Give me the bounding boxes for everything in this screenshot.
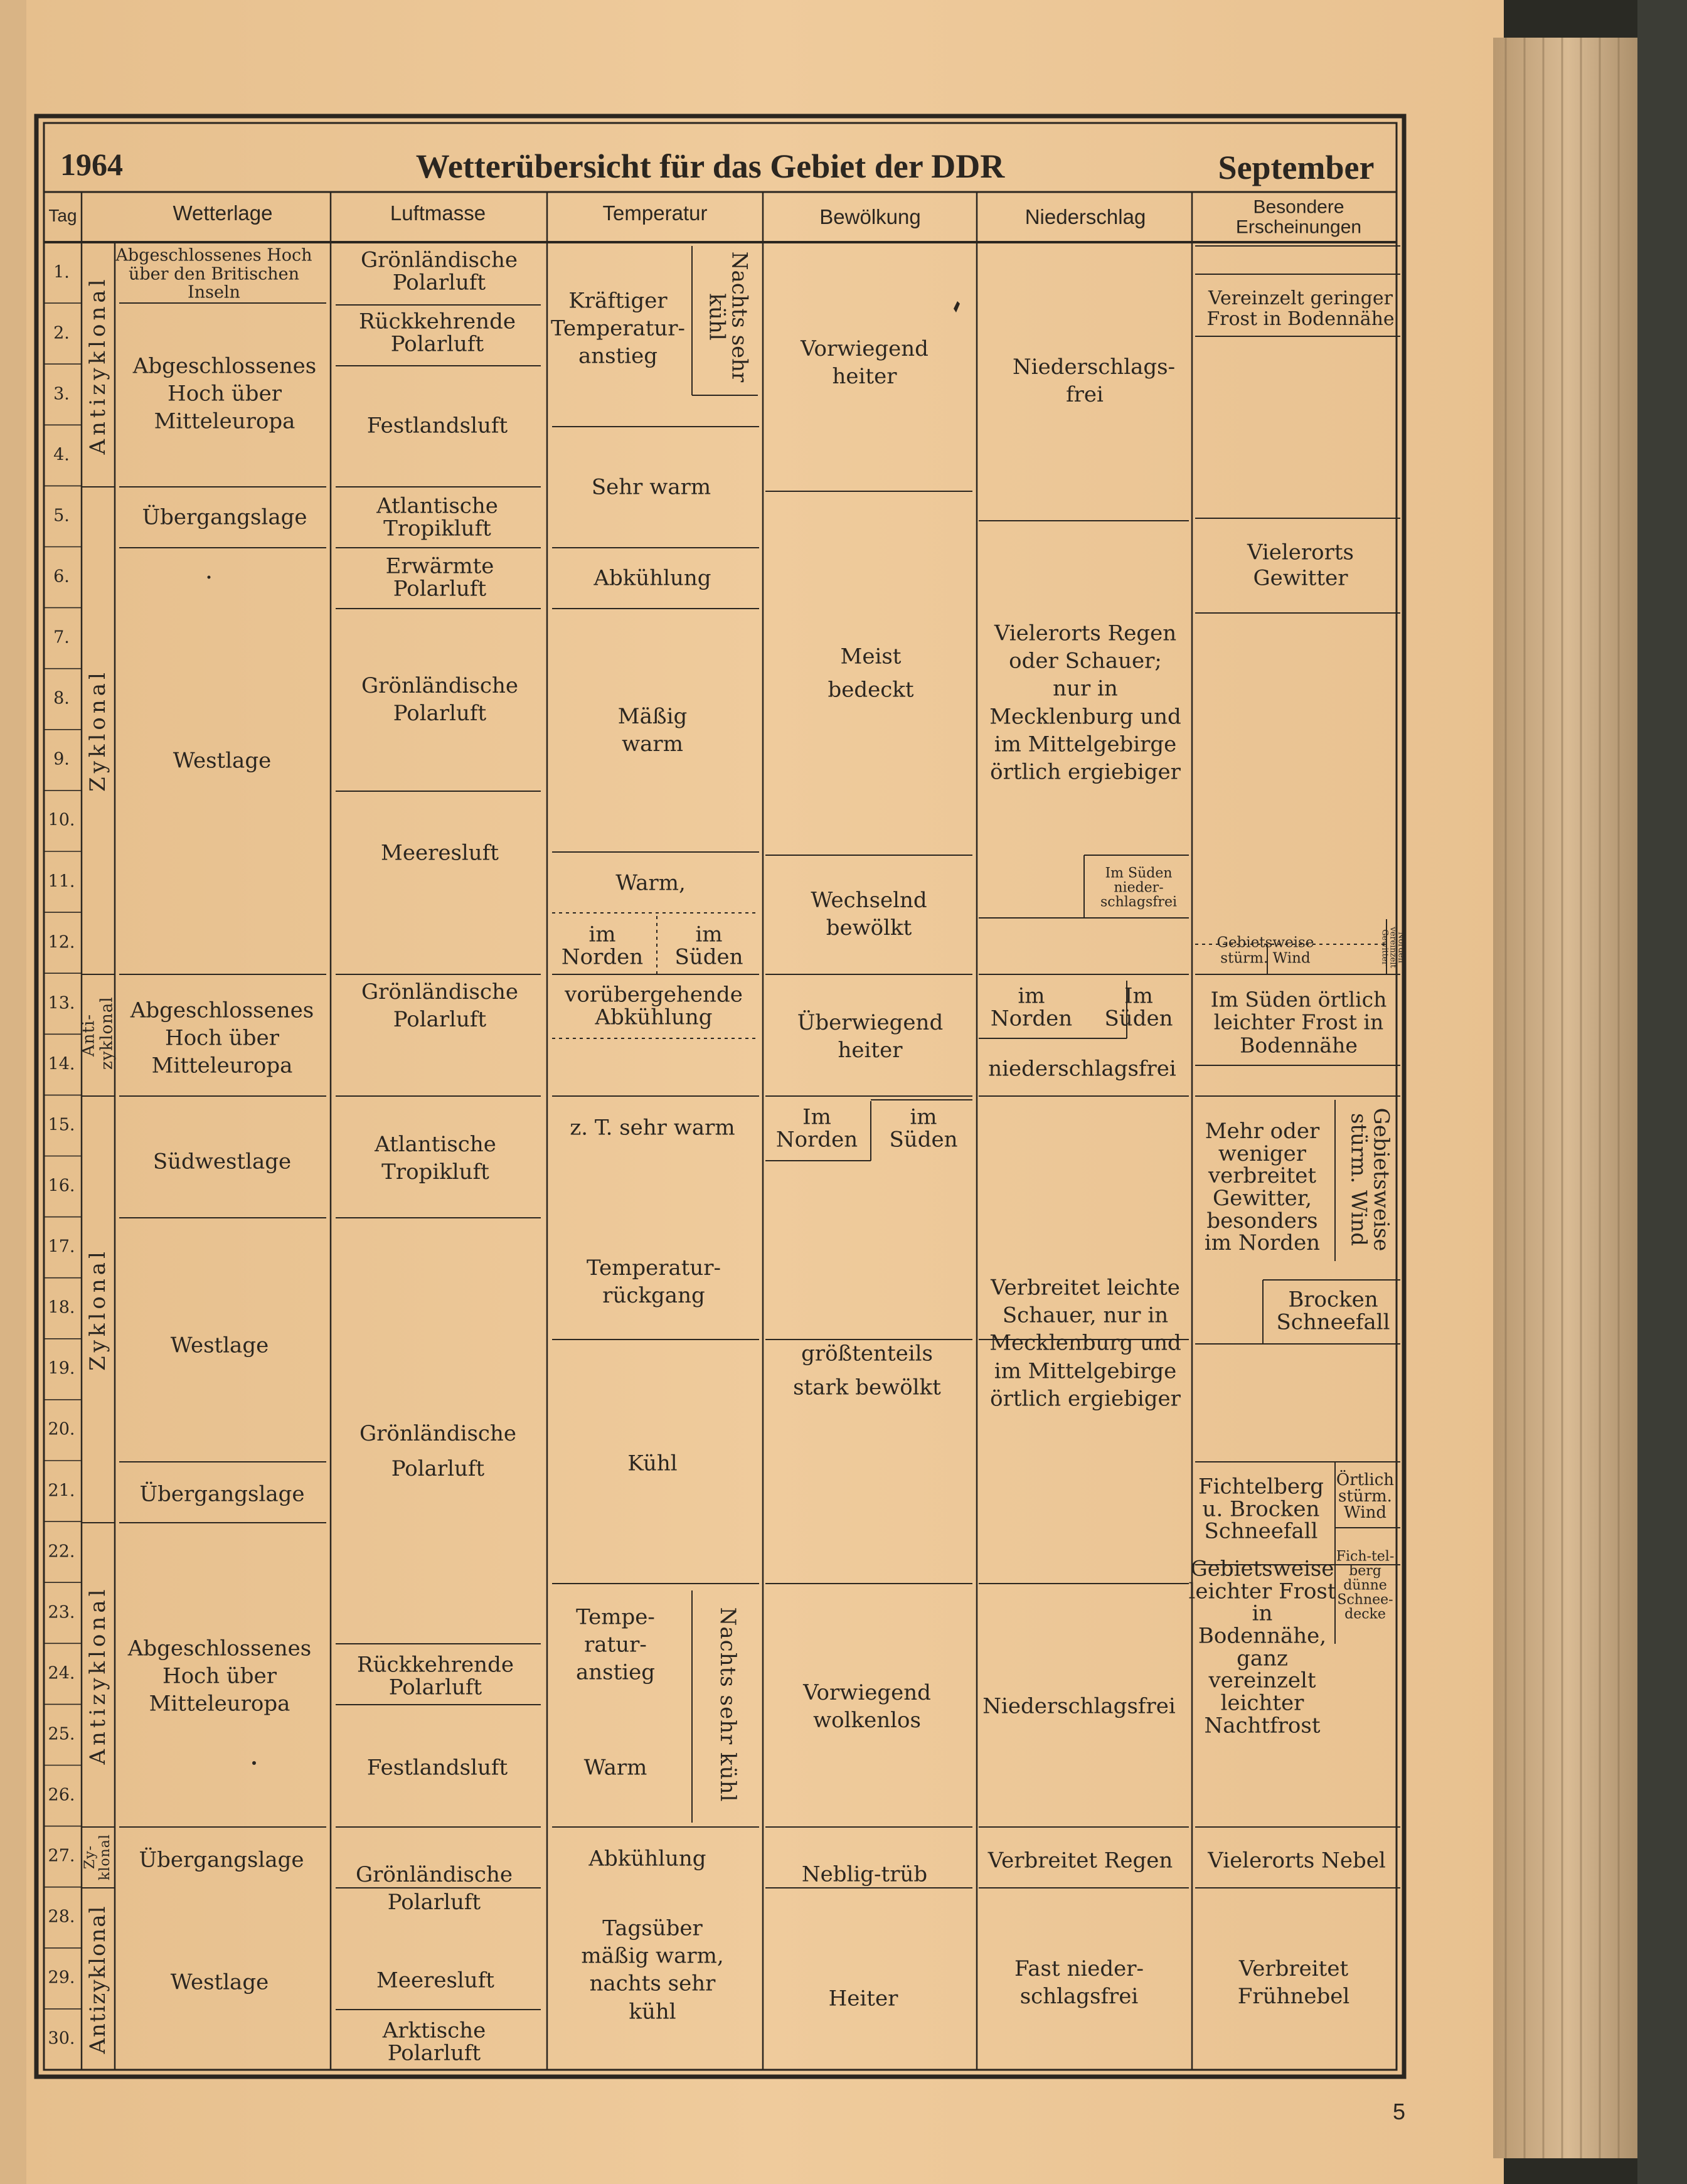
niederschlag-item: Im Süden bbox=[1104, 983, 1173, 1031]
luftmasse-item: Festlandsluft bbox=[366, 413, 508, 439]
besondere-item: Vielerorts Nebel bbox=[1208, 1848, 1386, 1873]
circulation-zyklonal-2: Zyklonal bbox=[85, 1248, 110, 1371]
niederschlag-item: Verbreitet Regen bbox=[987, 1848, 1173, 1873]
wetterlage-item: Übergangslage bbox=[139, 1481, 305, 1507]
day-number: 13. bbox=[48, 993, 75, 1013]
besondere-item: Vielerorts Gewitter bbox=[1247, 540, 1354, 591]
circulation-zyklonal-1: Zyklonal bbox=[85, 669, 110, 792]
temperatur-item: Abkühlung bbox=[593, 565, 711, 591]
besondere-item: Gebietsweise stürm. Wind bbox=[1216, 934, 1314, 967]
bewoelkung-item: Überwiegend heiter bbox=[797, 1009, 944, 1063]
day-number: 11. bbox=[48, 871, 75, 892]
day-number: 15. bbox=[48, 1115, 75, 1135]
luftmasse-item: Festlandsluft bbox=[366, 1755, 508, 1781]
bewoelkung-item: im Süden bbox=[889, 1104, 958, 1152]
besondere-item: Fichtelberg u. Brocken Schneefall bbox=[1198, 1474, 1324, 1544]
temperatur-item: Tagsüber mäßig warm, nachts sehr kühl bbox=[581, 1915, 724, 2025]
ink-spot bbox=[954, 301, 960, 312]
luftmasse-item: Grönländische Polarluft bbox=[361, 247, 518, 295]
day-number: 28. bbox=[48, 1907, 75, 1927]
wetterlage-item: Abgeschlossenes Hoch über Mitteleuropa bbox=[132, 353, 317, 435]
day-number: 9. bbox=[53, 749, 70, 769]
bewoelkung-item: Vorwiegend wolkenlos bbox=[803, 1680, 931, 1733]
niederschlag-item: niederschlagsfrei bbox=[988, 1056, 1176, 1082]
luftmasse-item: Arktische Polarluft bbox=[382, 2018, 486, 2065]
temperatur-item: im Norden bbox=[561, 922, 644, 969]
wetterlage-item: Abgeschlossenes Hoch über Mitteleuropa bbox=[127, 1636, 312, 1717]
besondere-item: Im Süden örtlich leichter Frost in Bodennähe bbox=[1210, 987, 1387, 1058]
day-number: 12. bbox=[48, 932, 75, 952]
luftmasse-item: Meeresluft bbox=[381, 840, 499, 866]
temperatur-item: Mäßig warm bbox=[617, 703, 688, 757]
bewoelkung-item: Neblig-trüb bbox=[801, 1862, 928, 1887]
niederschlag-item: Niederschlagsfrei bbox=[982, 1693, 1176, 1719]
luftmasse-item: Grönländische Polarluft bbox=[361, 979, 518, 1032]
bewoelkung-item: Im Norden bbox=[775, 1104, 858, 1152]
luftmasse-item: Atlantische Tropikluft bbox=[375, 1131, 496, 1185]
col-niederschlag: Niederschlag bbox=[1024, 205, 1146, 228]
day-number: 26. bbox=[48, 1785, 75, 1805]
niederschlag-item: Fast nieder-schlagsfrei bbox=[1014, 1956, 1144, 2009]
niederschlag-item: Im Süden nieder-schlagsfrei bbox=[1100, 865, 1178, 910]
besondere-item: Örtlich stürm. Wind bbox=[1336, 1471, 1395, 1522]
wetterlage-item: Westlage bbox=[173, 748, 272, 774]
besondere-item: Gebietsweise leichter Frost in Bodennähe, ganz vereinzelt leichter Nachtfrost bbox=[1188, 1556, 1336, 1739]
temperatur-item: Temperatur-rückgang bbox=[586, 1255, 721, 1308]
luftmasse-item: Rückkehrende Polarluft bbox=[357, 1652, 514, 1700]
luftmasse-item: Grönländische Polarluft bbox=[356, 1862, 513, 1915]
day-number: 25. bbox=[48, 1724, 75, 1744]
day-number: 19. bbox=[48, 1358, 75, 1378]
niederschlag-item: Niederschlags-frei bbox=[1013, 354, 1176, 407]
temperatur-item: Nachts sehr kühl bbox=[715, 1607, 740, 1803]
day-number: 3. bbox=[53, 384, 70, 404]
day-number: 20. bbox=[48, 1419, 75, 1439]
day-number: 8. bbox=[53, 688, 70, 708]
col-wetterlage: Wetterlage bbox=[173, 201, 273, 225]
bewoelkung-item: größtenteils stark bewölkt bbox=[793, 1341, 941, 1400]
luftmasse-item: Meeresluft bbox=[376, 1968, 494, 1993]
besondere-item: Vereinzelt geringer Frost in Bodennähe bbox=[1206, 287, 1395, 330]
col-temperatur: Temperatur bbox=[602, 201, 708, 225]
circulation-antizyklonal-1: Antizyklonal bbox=[85, 275, 110, 455]
day-number: 23. bbox=[48, 1602, 75, 1622]
circulation-antizyklonal-4: Antizyklonal bbox=[85, 1905, 110, 2054]
temperatur-item: z. T. sehr warm bbox=[570, 1115, 735, 1141]
col-tag: Tag bbox=[48, 205, 77, 225]
col-bewoelkung: Bewölkung bbox=[819, 205, 921, 228]
day-number: 7. bbox=[53, 627, 70, 647]
circulation-antizyklonal-3: Antizyklonal bbox=[85, 1585, 110, 1765]
day-number: 29. bbox=[48, 1968, 75, 1988]
year: 1964 bbox=[60, 147, 123, 182]
circulation-antizyklonal-2: Anti-zyklonal bbox=[79, 996, 116, 1070]
temperatur-item: Warm, bbox=[615, 870, 686, 896]
temperatur-item: Kühl bbox=[627, 1451, 678, 1476]
niederschlag-item: im Norden bbox=[990, 983, 1073, 1031]
besondere-item: Fich-tel-berg dünne Schnee-decke bbox=[1336, 1548, 1395, 1622]
niederschlag-item: Vielerorts Regen oder Schauer; nur in Mecklenburg und im Mittelgebirge örtlich ergiebiger bbox=[989, 621, 1181, 785]
niederschlag-item: Verbreitet leichte Schauer, nur in Mecklenburg und im Mittelgebirge örtlich ergiebiger bbox=[989, 1275, 1181, 1412]
month: September bbox=[1218, 149, 1375, 186]
luftmasse-item: Rückkehrende Polarluft bbox=[359, 309, 516, 356]
besondere-item: Verbreitet Frühnebel bbox=[1237, 1956, 1350, 2009]
wetterlage-item: Westlage bbox=[170, 1969, 269, 1995]
temperatur-item: Sehr warm bbox=[591, 474, 711, 500]
day-number: 1. bbox=[53, 262, 70, 282]
day-number: 27. bbox=[48, 1846, 75, 1866]
bewoelkung-item: Heiter bbox=[828, 1986, 898, 2011]
day-number: 6. bbox=[53, 567, 70, 587]
day-number: 22. bbox=[48, 1542, 75, 1562]
luftmasse-item: Grönländische Polarluft bbox=[359, 1420, 516, 1481]
temperatur-item: Kräftiger Temperatur-anstieg bbox=[550, 288, 686, 370]
bewoelkung-item: Meist bedeckt bbox=[828, 644, 914, 702]
day-number: 21. bbox=[48, 1481, 75, 1501]
wetterlage-item: Abgeschlossenes Hoch über Mitteleuropa bbox=[130, 998, 314, 1079]
day-number: 10. bbox=[48, 810, 75, 830]
besondere-item: Brocken Schneefall bbox=[1276, 1287, 1390, 1334]
besondere-item: Norden vereinzelt Gewitter bbox=[1380, 927, 1406, 968]
day-number: 14. bbox=[48, 1054, 75, 1074]
wetterlage-item: Übergangslage bbox=[139, 1847, 304, 1873]
col-luftmasse: Luftmasse bbox=[390, 201, 486, 225]
wetterlage-item: Abgeschlossenes Hoch über den Britischen Inseln bbox=[115, 245, 312, 302]
page-title: Wetterübersicht für das Gebiet der DDR bbox=[415, 147, 1005, 185]
wetterlage-item: Übergangslage bbox=[142, 504, 307, 530]
temperatur-item: Tempe-ratur-anstieg bbox=[575, 1604, 656, 1686]
temperatur-item: Warm bbox=[583, 1755, 647, 1781]
wetterlage-item: Westlage bbox=[170, 1333, 269, 1358]
circulation-zyklonal-3: Zy-klonal bbox=[82, 1834, 113, 1880]
day-number: 16. bbox=[48, 1176, 75, 1196]
day-number: 2. bbox=[53, 323, 70, 343]
besondere-item: Gebietsweise stürm. Wind bbox=[1346, 1107, 1394, 1252]
day-number: 24. bbox=[48, 1663, 75, 1683]
bewoelkung-item: Vorwiegend heiter bbox=[801, 336, 929, 389]
temperatur-item: Abkühlung bbox=[588, 1846, 706, 1872]
luftmasse-item: Erwärmte Polarluft bbox=[385, 553, 494, 601]
luftmasse-item: Grönländische Polarluft bbox=[361, 673, 518, 726]
wetterlage-item: Südwestlage bbox=[152, 1149, 292, 1175]
day-number: 4. bbox=[53, 445, 70, 465]
col-besondere: Besondere Erscheinungen bbox=[1235, 196, 1362, 237]
temperatur-item: vorübergehende Abkühlung bbox=[565, 982, 743, 1030]
bewoelkung-item: Wechselnd bewölkt bbox=[811, 887, 927, 940]
day-number: 5. bbox=[53, 506, 70, 526]
besondere-item: Mehr oder weniger verbreitet Gewitter, besonders im Norden bbox=[1204, 1118, 1321, 1256]
day-number: 18. bbox=[48, 1297, 75, 1318]
temperatur-item: im Süden bbox=[674, 922, 743, 969]
day-number: 30. bbox=[48, 2028, 75, 2048]
temperatur-item: Nachts sehr kühl bbox=[705, 251, 752, 383]
page-number: 5 bbox=[1392, 2099, 1406, 2125]
luftmasse-item: Atlantische Tropikluft bbox=[376, 493, 498, 541]
day-number: 17. bbox=[48, 1237, 75, 1257]
